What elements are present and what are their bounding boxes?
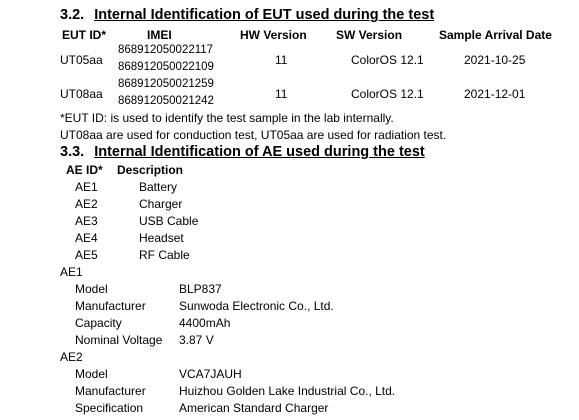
sw-version-cell: ColorOS 12.1 [351, 87, 424, 101]
eut-id-header: EUT ID* [62, 28, 107, 42]
ae-id-header: AE ID* [66, 163, 103, 177]
detail-value: 3.87 V [179, 333, 214, 347]
detail-key: Manufacturer [75, 299, 146, 313]
detail-key: Capacity [75, 316, 122, 330]
arrival-date-cell: 2021-12-01 [464, 87, 526, 101]
ae-id-cell: AE3 [75, 214, 98, 228]
detail-value: Huizhou Golden Lake Industrial Co., Ltd. [179, 384, 396, 398]
ae-description-cell: RF Cable [139, 248, 190, 262]
ae-description-cell: Headset [139, 231, 184, 245]
imei-cell: 868912050022109 [118, 61, 214, 73]
sw-version-header: SW Version [336, 28, 403, 42]
detail-value: 4400mAh [179, 316, 231, 330]
sw-version-cell: ColorOS 12.1 [351, 53, 424, 67]
ae-id-cell: AE2 [75, 197, 98, 211]
section-3-3-heading [60, 144, 425, 160]
section-title: Internal Identification of EUT used during the test [94, 7, 435, 23]
detail-key: Model [75, 282, 108, 296]
arrival-date-cell: 2021-10-25 [464, 53, 526, 67]
detail-key: Manufacturer [75, 384, 146, 398]
section-number: 3.3. [60, 144, 85, 160]
detail-value: BLP837 [179, 282, 222, 296]
hw-version-cell: 11 [275, 87, 288, 101]
section-3-2-heading [60, 7, 434, 23]
section-title: Internal Identification of AE used during the test [94, 144, 425, 160]
sample-arrival-date-header: Sample Arrival Date [439, 28, 552, 42]
detail-value: VCA7JAUH [179, 367, 242, 381]
detail-key: Model [75, 367, 108, 381]
ae1-detail-label: AE1 [60, 265, 83, 279]
ae-id-cell: AE4 [75, 231, 98, 245]
ae-description-cell: Battery [139, 180, 178, 194]
detail-key: Nominal Voltage [75, 333, 163, 347]
usage-note: UT08aa are used for conduction test, UT05aa are used for radiation test. [60, 128, 447, 142]
ae-description-cell: Charger [139, 197, 183, 211]
hw-version-cell: 11 [275, 53, 288, 67]
detail-value: American Standard Charger [179, 401, 329, 415]
section-number: 3.2. [60, 7, 85, 23]
imei-cell: 868912050021259 [118, 78, 214, 90]
imei-cell: 868912050021242 [118, 95, 214, 107]
hw-version-header: HW Version [240, 28, 307, 42]
imei-header: IMEI [147, 28, 172, 42]
ae-id-cell: AE1 [75, 180, 98, 194]
imei-cell: 868912050022117 [118, 44, 214, 56]
eut-id-cell: UT05aa [60, 53, 103, 67]
ae-description-cell: USB Cable [139, 214, 199, 228]
detail-value: Sunwoda Electronic Co., Ltd. [179, 299, 334, 313]
ae2-detail-label: AE2 [60, 350, 83, 364]
eut-id-note: *EUT ID: is used to identify the test sample in the lab internally. [60, 111, 394, 125]
detail-key: Specification [75, 401, 144, 415]
description-header: Description [117, 163, 184, 177]
eut-id-cell: UT08aa [60, 87, 103, 101]
ae-id-cell: AE5 [75, 248, 98, 262]
